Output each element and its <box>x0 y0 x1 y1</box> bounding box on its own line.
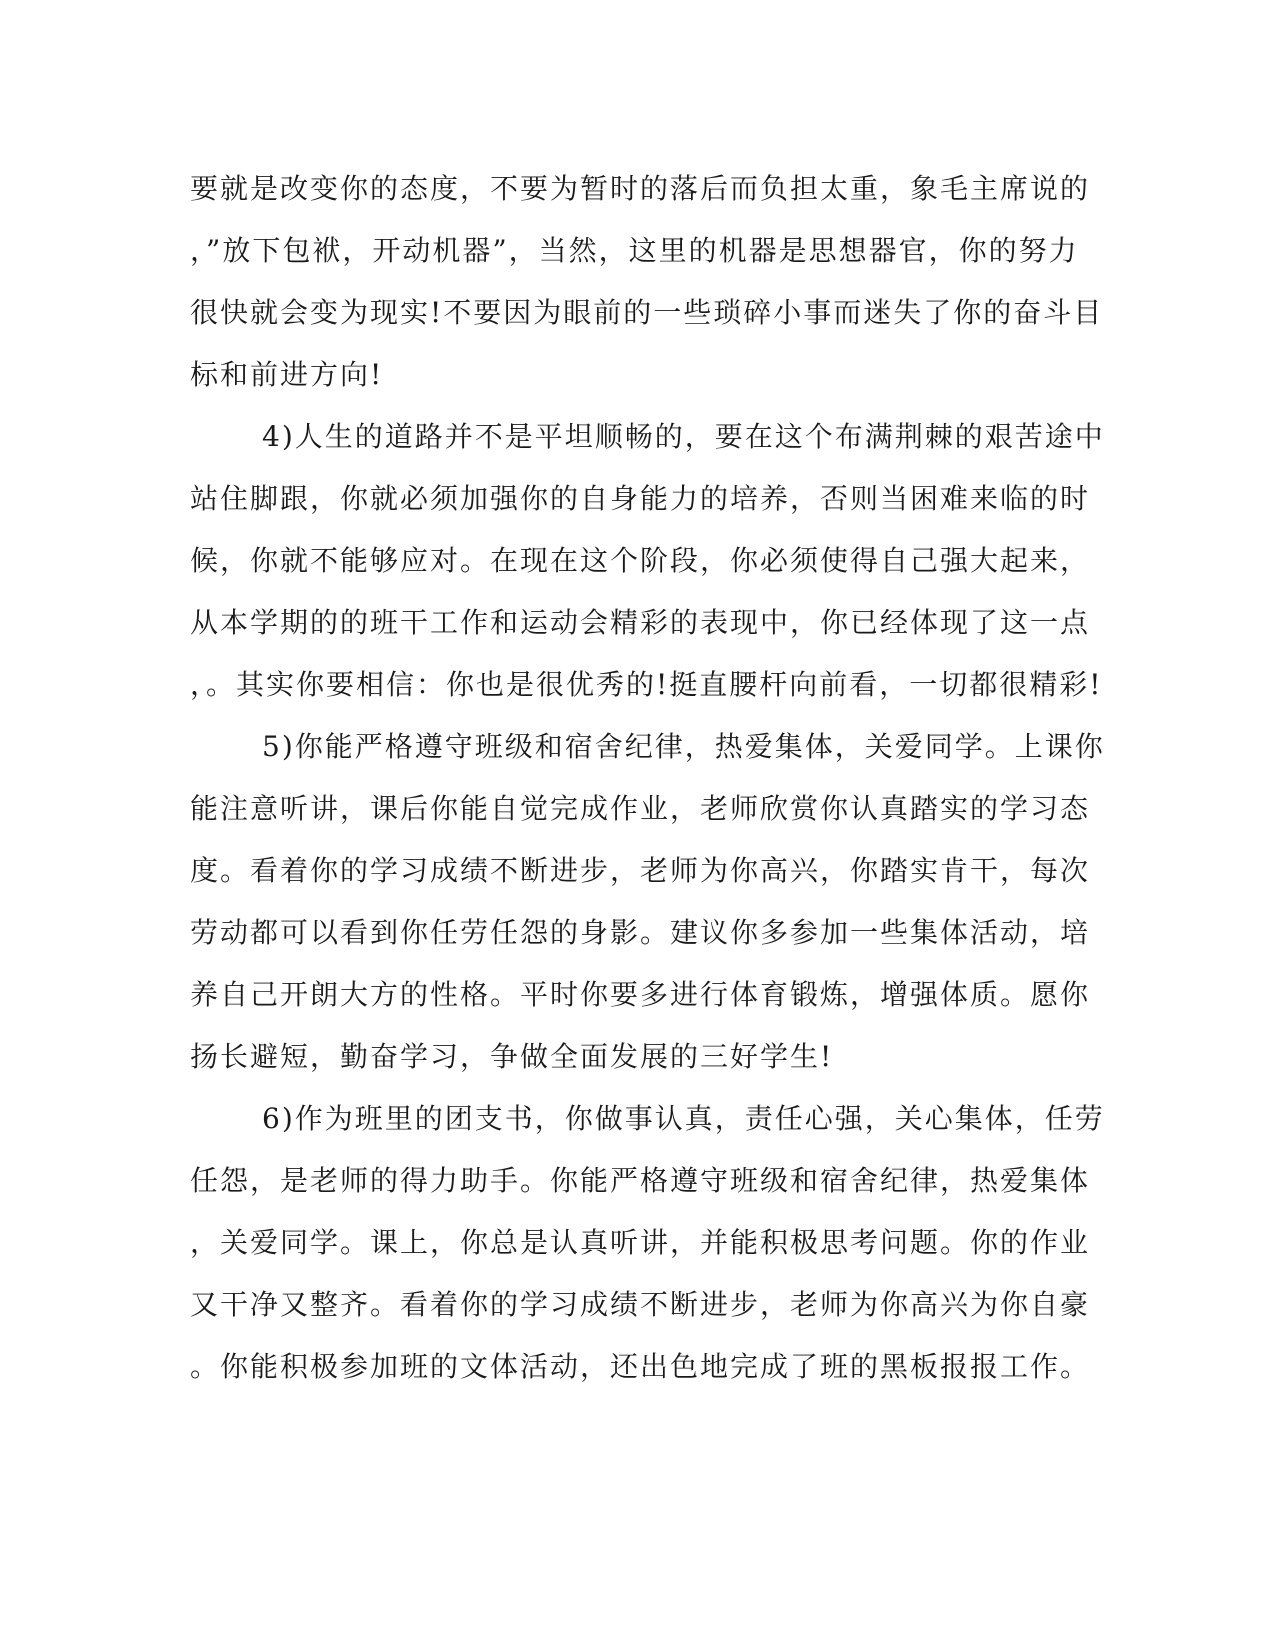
text-line: 能注意听讲，课后你能自觉完成作业，老师欣赏你认真踏实的学习态 <box>190 792 1091 825</box>
text-line: 。你能积极参加班的文体活动，还出色地完成了班的黑板报报工作。 <box>190 1350 1091 1383</box>
text-line: 5)你能严格遵守班级和宿舍纪律，热爱集体，关爱同学。上课你 <box>262 730 1105 763</box>
text-line: 扬长避短，勤奋学习，争做全面发展的三好学生! <box>190 1040 834 1073</box>
text-line: 任怨，是老师的得力助手。你能严格遵守班级和宿舍纪律，热爱集体 <box>190 1164 1091 1197</box>
text-line: ，。其实你要相信：你也是很优秀的!挺直腰杆向前看，一切都很精彩! <box>190 668 1103 701</box>
paragraph-4 <box>190 406 1105 716</box>
text-line: ，关爱同学。课上，你总是认真听讲，并能积极思考问题。你的作业 <box>190 1226 1091 1259</box>
text-line: 要就是改变你的态度，不要为暂时的落后而负担太重，象毛主席说的 <box>190 172 1091 205</box>
text-line: 站住脚跟，你就必须加强你的自身能力的培养，否则当困难来临的时 <box>190 482 1091 515</box>
text-line: 标和前进方向! <box>190 358 384 391</box>
text-line: 养自己开朗大方的性格。平时你要多进行体育锻炼，增强体质。愿你 <box>190 978 1091 1011</box>
text-line: ，”放下包袱，开动机器”，当然，这里的机器是思想器官，你的努力 <box>190 234 1079 267</box>
text-line: 4)人生的道路并不是平坦顺畅的，要在这个布满荆棘的艰苦途中 <box>262 420 1105 453</box>
paragraph-5 <box>190 716 1105 1088</box>
text-line: 候，你就不能够应对。在现在这个阶段，你必须使得自己强大起来， <box>190 544 1091 577</box>
text-line: 很快就会变为现实!不要因为眼前的一些琐碎小事而迷失了你的奋斗目 <box>190 296 1104 329</box>
text-line: 6)作为班里的团支书，你做事认真，责任心强，关心集体，任劳 <box>262 1102 1105 1135</box>
paragraph-6 <box>190 1088 1105 1398</box>
text-line: 劳动都可以看到你任劳任怨的身影。建议你多参加一些集体活动，培 <box>190 916 1091 949</box>
text-line: 从本学期的的班干工作和运动会精彩的表现中，你已经体现了这一点 <box>190 606 1091 639</box>
text-line: 度。看着你的学习成绩不断进步，老师为你高兴，你踏实肯干，每次 <box>190 854 1091 887</box>
text-line: 又干净又整齐。看着你的学习成绩不断进步，老师为你高兴为你自豪 <box>190 1288 1091 1321</box>
document-body <box>190 158 1105 1398</box>
paragraph-continuation <box>190 158 1104 406</box>
